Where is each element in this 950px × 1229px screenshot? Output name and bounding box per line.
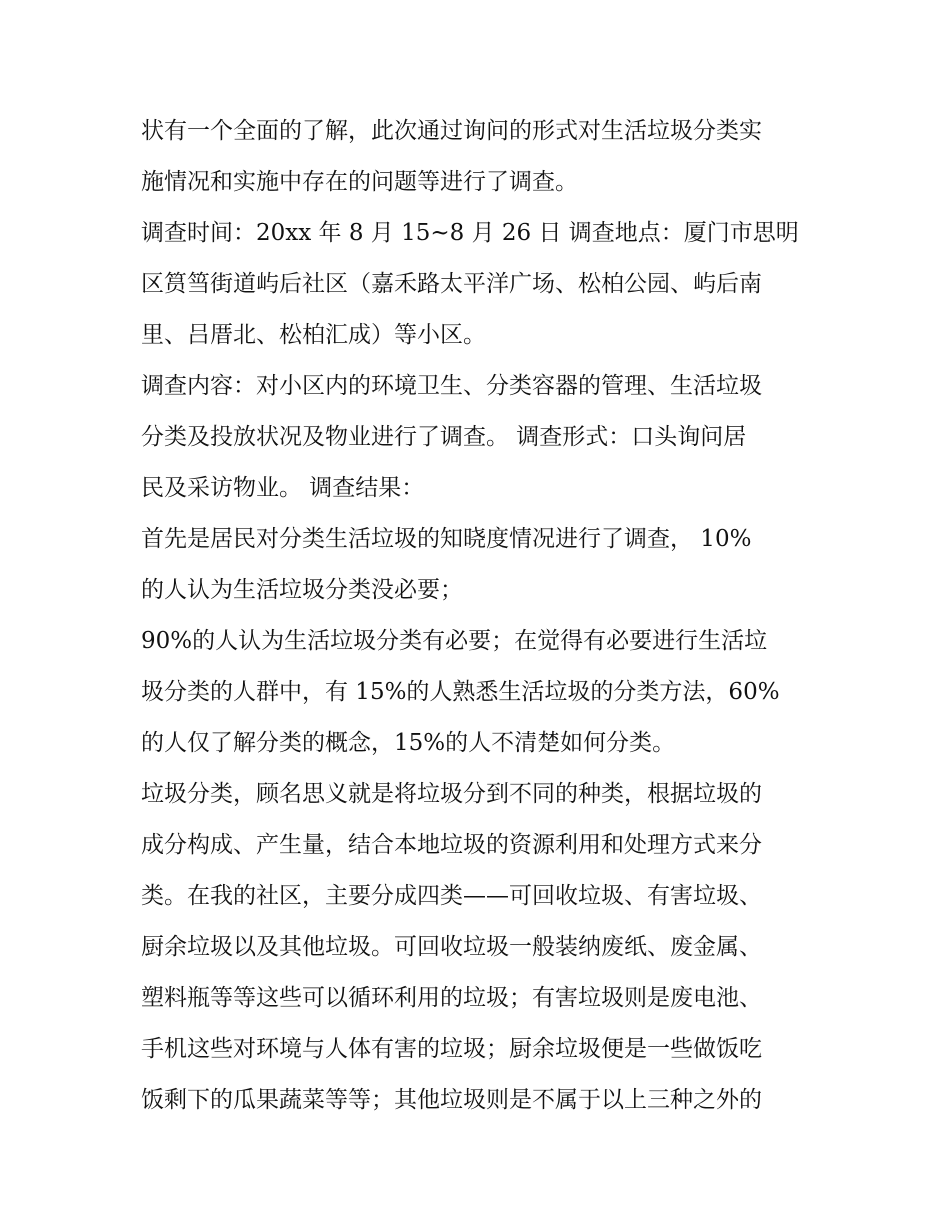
- text-line: 分类及投放状况及物业进行了调查。 调查形式：口头询问居: [141, 424, 747, 450]
- text-line: 90%的人认为生活垃圾分类有必要；在觉得有必要进行生活垃: [141, 628, 768, 654]
- text-line: 区筼筜街道屿后社区（嘉禾路太平洋广场、松柏公园、屿后南: [141, 271, 762, 297]
- text-line: 塑料瓶等等这些可以循环利用的垃圾；有害垃圾则是废电池、: [141, 985, 762, 1011]
- text-line: 施情况和实施中存在的问题等进行了调查。: [141, 169, 578, 195]
- document-body: [141, 106, 821, 1126]
- text-line: 的人认为生活垃圾分类没必要；: [141, 577, 463, 603]
- text-line: 里、吕厝北、松柏汇成）等小区。: [141, 322, 486, 348]
- text-line: 民及采访物业。 调查结果：: [141, 475, 425, 501]
- text-line: 成分构成、产生量，结合本地垃圾的资源利用和处理方式来分: [141, 832, 762, 858]
- text-line: 圾分类的人群中，有 15%的人熟悉生活垃圾的分类方法，60%: [141, 679, 780, 705]
- text-line: 类。在我的社区，主要分成四类——可回收垃圾、有害垃圾、: [141, 883, 762, 909]
- text-line: 调查内容：对小区内的环境卫生、分类容器的管理、生活垃圾: [141, 373, 762, 399]
- text-line: 状有一个全面的了解，此次通过询问的形式对生活垃圾分类实: [141, 118, 762, 144]
- text-line: 首先是居民对分类生活垃圾的知晓度情况进行了调查， 10%: [141, 526, 752, 552]
- text-line: 饭剩下的瓜果蔬菜等等；其他垃圾则是不属于以上三种之外的: [141, 1087, 762, 1113]
- text-line: 手机这些对环境与人体有害的垃圾；厨余垃圾便是一些做饭吃: [141, 1036, 762, 1062]
- text-line: 垃圾分类，顾名思义就是将垃圾分到不同的种类，根据垃圾的: [141, 781, 762, 807]
- text-line: 调查时间：20xx 年 8 月 15~8 月 26 日 调查地点：厦门市思明: [141, 220, 799, 246]
- text-line: 厨余垃圾以及其他垃圾。可回收垃圾一般装纳废纸、废金属、: [141, 934, 762, 960]
- text-line: 的人仅了解分类的概念，15%的人不清楚如何分类。: [141, 730, 676, 756]
